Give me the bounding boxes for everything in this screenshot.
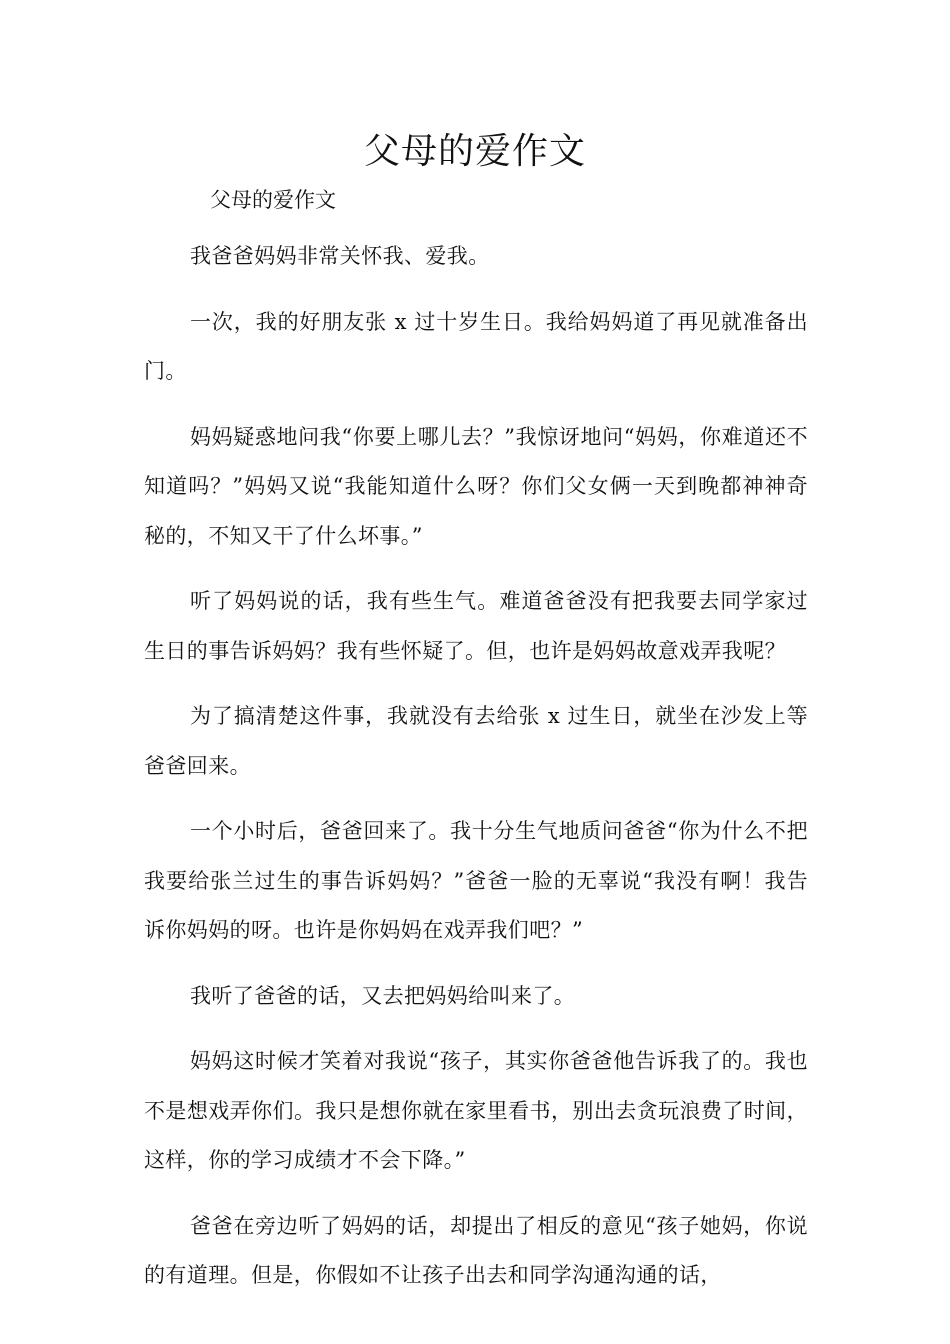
paragraph: 我爸爸妈妈非常关怀我、爱我。 — [190, 244, 490, 268]
paragraph: 我听了爸爸的话，又去把妈妈给叫来了。 — [190, 983, 576, 1008]
document-title: 父母的爱作文 — [363, 131, 586, 172]
document-body — [144, 184, 808, 1301]
paragraph: 妈妈疑惑地问我“你要上哪儿去？”我惊讶地问“妈妈，你难道还不知道吗？”妈妈又说“我能知道什么呀？你们父女俩一天到晚都神神奇秘的，不知又干了什么坏事。” — [144, 424, 808, 548]
paragraph: 为了搞清楚这件事，我就没有去给张 x 过生日，就坐在沙发上等爸爸回来。 — [144, 704, 808, 778]
paragraph: 妈妈这时候才笑着对我说“孩子，其实你爸爸他告诉我了的。我也不是想戏弄你们。我只是想你就在家里看书，别出去贪玩浪费了时间，这样，你的学习成绩才不会下降。” — [144, 1049, 808, 1172]
paragraph: 听了妈妈说的话，我有些生气。难道爸爸没有把我要去同学家过生日的事告诉妈妈？我有些怀疑了。但，也许是妈妈故意戏弄我呢？ — [144, 589, 808, 663]
paragraph: 爸爸在旁边听了妈妈的话，却提出了相反的意见“孩子她妈，你说的有道理。但是，你假如不让孩子出去和同学沟通沟通的话， — [144, 1213, 808, 1287]
paragraph: 一个小时后，爸爸回来了。我十分生气地质问爸爸“你为什么不把我要给张兰过生的事告诉妈妈？”爸爸一脸的无辜说“我没有啊！我告诉你妈妈的呀。也许是你妈妈在戏弄我们吧？” — [144, 819, 808, 942]
document-subtitle: 父母的爱作文 — [210, 188, 336, 212]
paragraph: 一次，我的好朋友张 x 过十岁生日。我给妈妈道了再见就准备出门。 — [144, 309, 808, 383]
